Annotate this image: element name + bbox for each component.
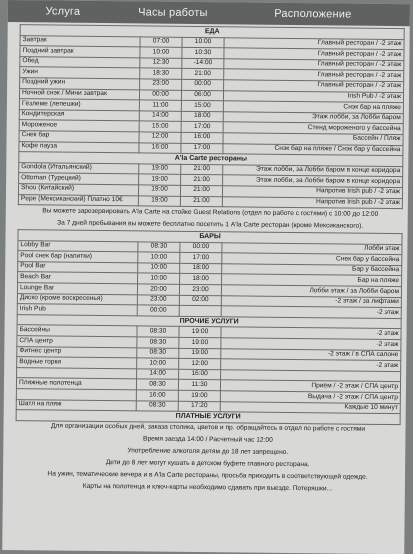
cell-from: 16:00 — [136, 390, 178, 401]
cell-name: Поздний завтрак — [20, 46, 140, 58]
cell-to: 21:00 — [181, 164, 223, 175]
schedule-sheet — [2, 0, 410, 554]
cell-loc: Главный ресторан / -2 этаж — [224, 80, 404, 92]
cell-from: 19:00 — [139, 164, 181, 175]
cell-loc: -2 этаж — [221, 306, 401, 318]
cell-name: Снек бар — [19, 131, 139, 143]
cell-loc: Снэк бар на пляже — [223, 101, 403, 113]
cell-to: 06:00 — [181, 90, 223, 101]
cell-to: 18:00 — [180, 274, 222, 285]
cell-to: 19:00 — [179, 348, 221, 359]
cell-to: 15:00 — [181, 100, 223, 111]
cell-from: 08:30 — [137, 326, 179, 337]
cell-name: Мороженое — [19, 120, 139, 132]
schedule-table — [15, 24, 405, 497]
cell-name: Ночной снэк / Мини завтрак — [19, 88, 139, 100]
cell-name: Диско (кроме воскресенья) — [17, 293, 137, 305]
cell-from: 10:00 — [138, 273, 180, 284]
cell-loc: Этаж лобби, за Лобби баром в конце коридора — [223, 164, 403, 176]
alacarte-note-1-text: Вы можете зарезервировать A'la Carte на стойке Guest Relations (отдел по работе с гостями) с 10:00 до 12:00 — [42, 207, 379, 218]
cell-loc: Выдача / -2 этаж / СПА центр — [220, 391, 400, 403]
cell-from: 08:30 — [138, 242, 180, 253]
cell-loc: -2 этаж — [221, 327, 401, 339]
cell-to: 10:00 — [182, 37, 224, 48]
cell-to: 18:00 — [180, 263, 222, 274]
cell-loc: Бар на пляже — [222, 274, 402, 286]
section-bars-title: БАРЫ — [18, 230, 402, 245]
cell-to: 10:30 — [182, 48, 224, 59]
cell-to: 21:00 — [180, 196, 222, 207]
cell-from: 19:00 — [139, 174, 181, 185]
cell-from: 19:00 — [138, 195, 180, 206]
cell-to: -14:00 — [182, 58, 224, 69]
cell-from: 19:00 — [138, 185, 180, 196]
cell-loc: Лобби этаж / за Лобби баром — [221, 285, 401, 297]
cell-from: 20:00 — [137, 284, 179, 295]
cell-loc: Этаж лобби, за Лобби баром — [223, 112, 403, 124]
cell-from: 23:00 — [140, 79, 182, 90]
cell-from: 10:00 — [138, 252, 180, 263]
cell-to: 16:00 — [181, 132, 223, 143]
cell-name: Завтрак — [20, 35, 140, 47]
cell-loc: Бассейн / Пляж — [223, 133, 403, 145]
footer-line-3-text: Дети до 8 лет могут кушать в детском буфете главного ресторана. — [105, 459, 310, 469]
cell-to: 17:00 — [180, 253, 222, 264]
cell-from: 08:30 — [137, 347, 179, 358]
cell-to: 00:00 — [182, 79, 224, 90]
cell-from: 12:00 — [139, 132, 181, 143]
cell-loc: Лобби этаж — [222, 242, 402, 254]
section-services-title: ПРОЧИЕ УСЛУГИ — [17, 314, 401, 329]
cell-name: Шатл на пляж — [16, 399, 136, 411]
cell-from: 16:00 — [139, 142, 181, 153]
cell-to: 17:00 — [181, 122, 223, 133]
cell-name: Lobby Bar — [18, 240, 138, 252]
cell-loc: Главный ресторан / -2 этаж — [224, 59, 404, 71]
footer-line-4-text: На ужин, тематические вечера и в A'la Carte рестораны, просьба приходить в соответствующей одежде. — [47, 470, 368, 482]
cell-from: 14:00 — [137, 369, 179, 380]
cell-name: Кофе пауза — [19, 141, 139, 153]
cell-from: 08:30 — [137, 337, 179, 348]
cell-name: Irish Pub — [17, 304, 137, 316]
cell-name: Pepe (Мексиканский) Платно 10€ — [18, 194, 138, 206]
cell-to: 11:30 — [178, 380, 220, 391]
cell-to — [179, 306, 221, 317]
cell-loc: Напротив Irish pub / -2 этаж — [222, 196, 402, 208]
cell-loc: -2 этаж / за лифтами — [221, 295, 401, 307]
cell-from: 18:30 — [140, 68, 182, 79]
cell-from: 11:00 — [139, 100, 181, 111]
cell-name: Shou (Китайский) — [18, 184, 138, 196]
cell-to: 16:00 — [179, 369, 221, 380]
cell-from: 07:00 — [140, 36, 182, 47]
footer-line-5-text: Карты на полотенца и ключ-карты необходимо сдавать при выезде. Потеряшки... — [82, 483, 333, 493]
cell-to: 19:00 — [178, 390, 220, 401]
cell-name: Поздний ужин — [20, 78, 140, 90]
section-paid-title: ПЛАТНЫЕ УСЛУГИ — [16, 410, 400, 425]
cell-name: Ottoman (Турецкий) — [19, 173, 139, 185]
cell-loc: Стенд мороженого у бассейна — [223, 122, 403, 134]
cell-to: 18:00 — [181, 111, 223, 122]
section-food-title: ЕДА — [20, 25, 404, 40]
cell-loc: Снэк бар на пляже / Снэк бар у бассейна — [223, 143, 403, 155]
cell-to: 12:00 — [179, 359, 221, 370]
cell-loc: Этаж лобби, за Лобби баром в конце коридора — [223, 175, 403, 187]
cell-from: 08:30 — [136, 400, 178, 411]
cell-to: 17:20 — [178, 401, 220, 412]
cell-from: 10:00 — [140, 47, 182, 58]
header-service: Услуга — [45, 5, 81, 18]
cell-to: 00:00 — [180, 242, 222, 253]
paid-note-text: Для организации особых дней, заказа столика, цветов и пр. обращайтесь в отдел по работе с гостями — [50, 422, 366, 434]
cell-from: 15:00 — [139, 121, 181, 132]
cell-name: Водные горки — [17, 357, 137, 369]
cell-loc: -2 этаж — [221, 338, 401, 350]
cell-loc: Главный ресторан / -2 этаж — [224, 69, 404, 81]
cell-name: Обед — [20, 56, 140, 68]
cell-name: Кондитерская — [19, 109, 139, 121]
cell-loc: -2 этаж / в СПА салоне — [221, 348, 401, 360]
cell-from: 08:30 — [136, 379, 178, 390]
cell-loc: -2 этаж — [221, 359, 401, 371]
cell-loc: Главный ресторан / -2 этаж — [224, 48, 404, 60]
cell-name: Lounge Bar — [17, 283, 137, 295]
cell-name: Фитнес центр — [17, 346, 137, 358]
cell-name: Pool Bar — [18, 261, 138, 273]
cell-to: 21:00 — [182, 69, 224, 80]
header-hours: Часы работы — [138, 6, 208, 20]
cell-from: 12:30 — [140, 58, 182, 69]
alacarte-note-2-text: За 7 дней пребывания вы можете бесплатно посетить 1 A'la Carte ресторан (кроме Мексиканского). — [57, 219, 364, 230]
cell-loc: Приём / -2 этаж / СПА центр — [220, 380, 400, 392]
cell-name: Gondola (Итальянский) — [19, 162, 139, 174]
cell-loc: Напротив Irish pub / -2 этаж — [222, 186, 402, 198]
cell-loc: Irish Pub / -2 этаж — [223, 90, 403, 102]
cell-to: 17:00 — [181, 143, 223, 154]
cell-loc: Главный ресторан / -2 этаж — [224, 37, 404, 49]
cell-to: 19:00 — [179, 337, 221, 348]
cell-from: 14:00 — [139, 111, 181, 122]
cell-name: Pool снек бар (напитки) — [18, 251, 138, 263]
footer-line-1-text: Время заезда 14:00 / Расчетный час 12:00 — [143, 435, 273, 445]
cell-to: 23:00 — [179, 284, 221, 295]
table-header — [8, 0, 410, 26]
section-alacarte-title: A'la Carte рестораны — [19, 152, 403, 167]
cell-name: СПА центр — [17, 336, 137, 348]
cell-name: Пляжные полотенца — [16, 378, 136, 390]
cell-name: Бассейны — [17, 325, 137, 337]
cell-name: Гёзлеме (лепешки) — [19, 99, 139, 111]
cell-from: 00:00 — [137, 305, 179, 316]
cell-to: 02:00 — [179, 295, 221, 306]
cell-from: 00:00 — [139, 89, 181, 100]
cell-loc: Каждые 10 минут — [220, 401, 400, 413]
cell-to: 21:00 — [181, 175, 223, 186]
cell-from: 10:00 — [137, 358, 179, 369]
footer-line-2-text: Употребление алкоголя детям до 18 лет запрещено. — [127, 447, 289, 457]
cell-to: 19:00 — [179, 327, 221, 338]
cell-from: 23:00 — [137, 295, 179, 306]
cell-to: 21:00 — [180, 185, 222, 196]
cell-loc: Снек бар у бассейна — [222, 253, 402, 265]
cell-name: Beach Bar — [18, 272, 138, 284]
cell-name: Ужин — [20, 67, 140, 79]
cell-loc: Бар у бассейна — [222, 264, 402, 276]
cell-from: 10:00 — [138, 263, 180, 274]
header-location: Расположение — [274, 7, 352, 21]
